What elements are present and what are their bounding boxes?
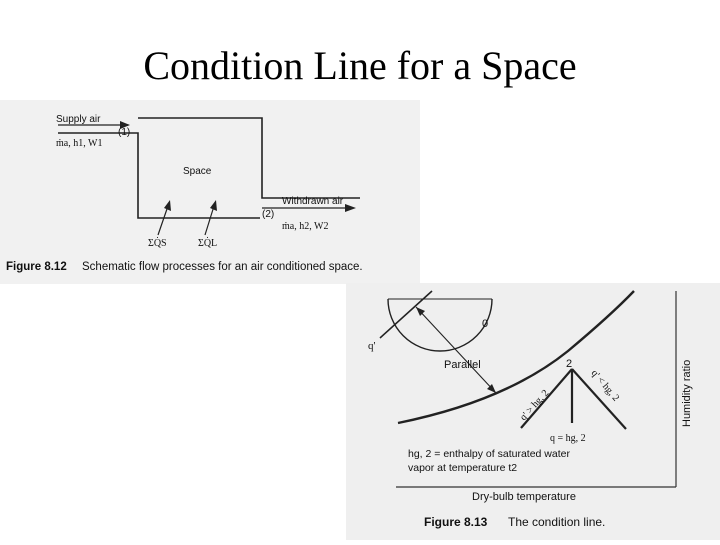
- point-2-label: (2): [262, 209, 275, 220]
- protractor-indicator: [380, 291, 432, 338]
- supply-air-label: Supply air: [56, 114, 101, 125]
- schematic-diagram: [0, 100, 420, 284]
- condition-line-diagram: [346, 283, 720, 540]
- point-2-label: 2: [566, 358, 573, 370]
- figure-8-13: [346, 283, 720, 540]
- protractor-arc: [388, 299, 492, 351]
- sensible-heat-arrow-icon: [164, 200, 171, 211]
- y-axis-label: Humidity ratio: [681, 359, 693, 427]
- sensible-heat-label: ΣQ̇S: [148, 238, 167, 249]
- figure-8-13-caption: The condition line.: [508, 515, 606, 529]
- q-equals-label: q = hg, 2: [550, 433, 586, 444]
- point-1-label: (1): [118, 127, 131, 138]
- latent-heat-label: ΣQ̇L: [198, 238, 218, 249]
- q-greater-label: q' > hg, 2: [518, 387, 552, 424]
- sensible-heat-line: [158, 206, 168, 235]
- note-line-2: vapor at temperature t2: [408, 462, 518, 474]
- zero-label: 0: [482, 318, 489, 330]
- figure-8-12: [0, 100, 420, 284]
- figure-8-13-number: Figure 8.13: [424, 515, 488, 529]
- saturation-curve: [398, 291, 634, 423]
- space-boundary-right: [138, 118, 360, 198]
- q-less-label: q' < hg, 2: [588, 367, 622, 404]
- latent-heat-line: [205, 206, 214, 235]
- slide-title: Condition Line for a Space: [143, 43, 577, 88]
- figure-8-12-caption: Schematic flow processes for an air conditioned space.: [82, 261, 363, 273]
- space-label: Space: [183, 166, 212, 177]
- withdrawn-arrow-icon: [345, 204, 356, 212]
- inlet-state-label: ṁa, h1, W1: [56, 138, 103, 149]
- parallel-label: Parallel: [444, 359, 481, 371]
- note-line-1: hg, 2 = enthalpy of saturated water: [408, 448, 570, 460]
- figure-8-12-number: Figure 8.12: [6, 261, 67, 273]
- outlet-state-label: ṁa, h2, W2: [282, 221, 329, 232]
- x-axis-label: Dry-bulb temperature: [472, 491, 576, 503]
- q-prime-label: q': [368, 340, 376, 352]
- latent-heat-arrow-icon: [210, 200, 217, 211]
- withdrawn-air-label: Withdrawn air: [282, 196, 344, 207]
